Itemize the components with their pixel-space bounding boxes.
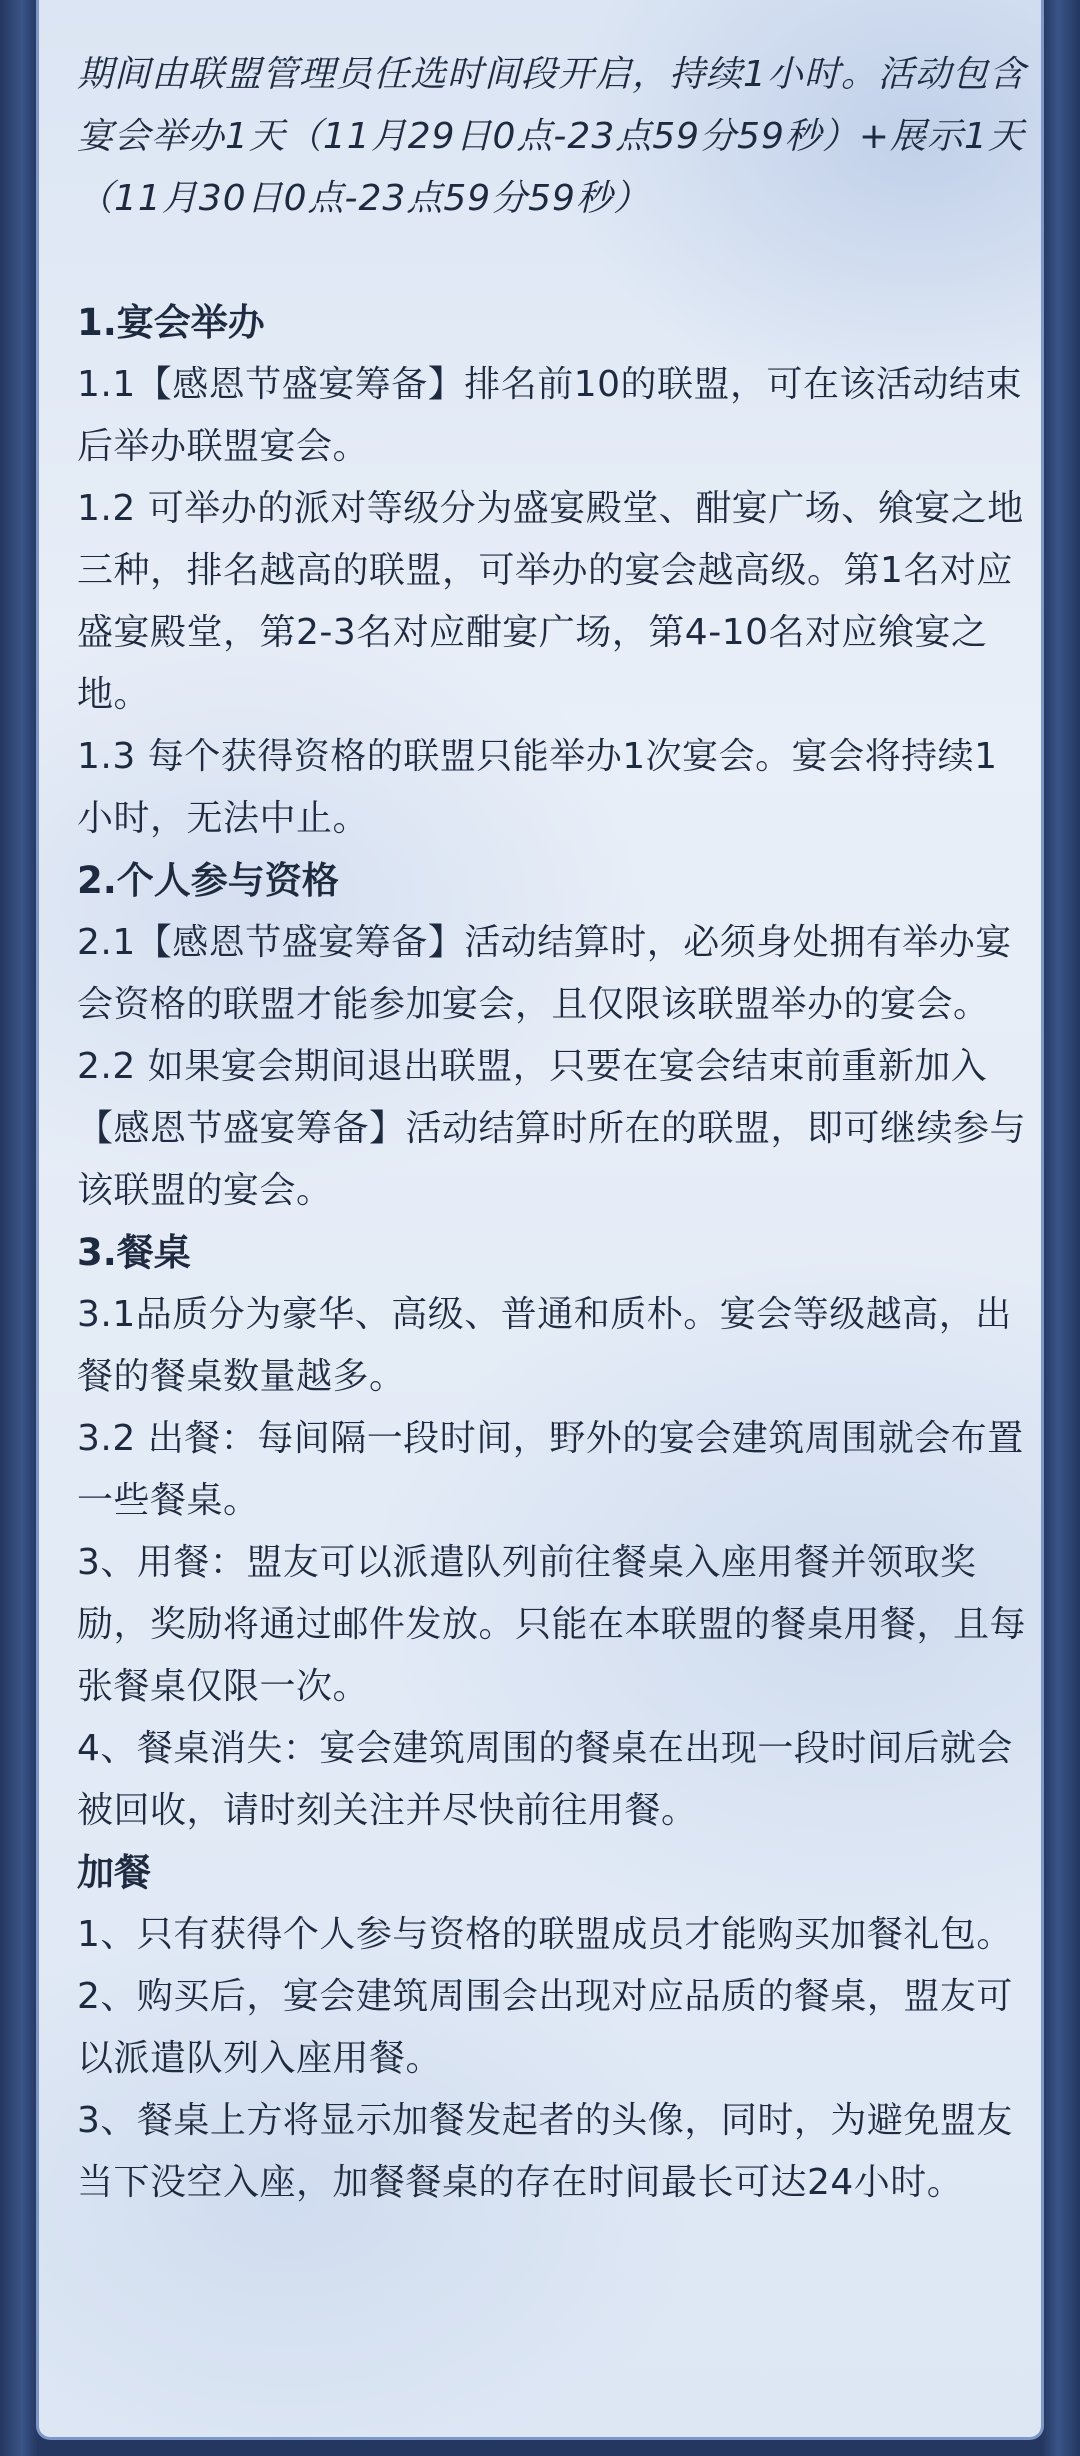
rule-item: 4、餐桌消失：宴会建筑周围的餐桌在出现一段时间后就会被回收，请时刻关注并尽快前往用餐。 xyxy=(77,1728,1013,1831)
rule-item: 3、餐桌上方将显示加餐发起者的头像，同时，为避免盟友当下没空入座，加餐餐桌的存在时间最长可达24小时。 xyxy=(77,2100,1013,2203)
rule-item: 2.1【感恩节盛宴筹备】活动结算时，必须身处拥有举办宴会资格的联盟才能参加宴会，且仅限该联盟举办的宴会。 xyxy=(77,922,1012,1025)
rule-item: 2.2 如果宴会期间退出联盟，只要在宴会结束前重新加入【感恩节盛宴筹备】活动结算时所在的联盟，即可继续参与该联盟的宴会。 xyxy=(77,1046,1027,1211)
rule-item: 1、只有获得个人参与资格的联盟成员才能购买加餐礼包。 xyxy=(77,1914,1013,1955)
intro-text: 期间由联盟管理员任选时间段开启，持续1小时。活动包含宴会举办1天（11月29日0点-23点59分59秒）+展示1天（11月30日0点-23点59分59秒） xyxy=(77,54,1026,219)
spacer xyxy=(77,230,1027,292)
rule-item: 1.2 可举办的派对等级分为盛宴殿堂、酣宴广场、飨宴之地三种，排名越高的联盟，可举办的宴会越高级。第1名对应盛宴殿堂，第2-3名对应酣宴广场，第4-10名对应飨宴之地。 xyxy=(77,488,1024,715)
rule-item: 2、购买后，宴会建筑周围会出现对应品质的餐桌，盟友可以派遣队列入座用餐。 xyxy=(77,1976,1013,2079)
rules-content xyxy=(77,44,1027,2214)
rule-item: 3.1品质分为豪华、高级、普通和质朴。宴会等级越高，出餐的餐桌数量越多。 xyxy=(77,1294,1012,1397)
section-heading-banquet-hosting: 1.宴会举办 xyxy=(77,301,265,344)
rule-item: 3、用餐：盟友可以派遣队列前往餐桌入座用餐并领取奖励，奖励将通过邮件发放。只能在本联盟的餐桌用餐，且每张餐桌仅限一次。 xyxy=(77,1542,1027,1707)
section-heading-personal-eligibility: 2.个人参与资格 xyxy=(77,859,339,902)
rules-panel[interactable] xyxy=(36,0,1044,2440)
rule-item: 3.2 出餐：每间隔一段时间，野外的宴会建筑周围就会布置一些餐桌。 xyxy=(77,1418,1024,1521)
section-heading-extra-meal: 加餐 xyxy=(77,1851,151,1894)
rule-item: 1.3 每个获得资格的联盟只能举办1次宴会。宴会将持续1小时，无法中止。 xyxy=(77,736,998,839)
rule-item: 1.1【感恩节盛宴筹备】排名前10的联盟，可在该活动结束后举办联盟宴会。 xyxy=(77,364,1023,467)
section-heading-tables: 3.餐桌 xyxy=(77,1231,191,1274)
